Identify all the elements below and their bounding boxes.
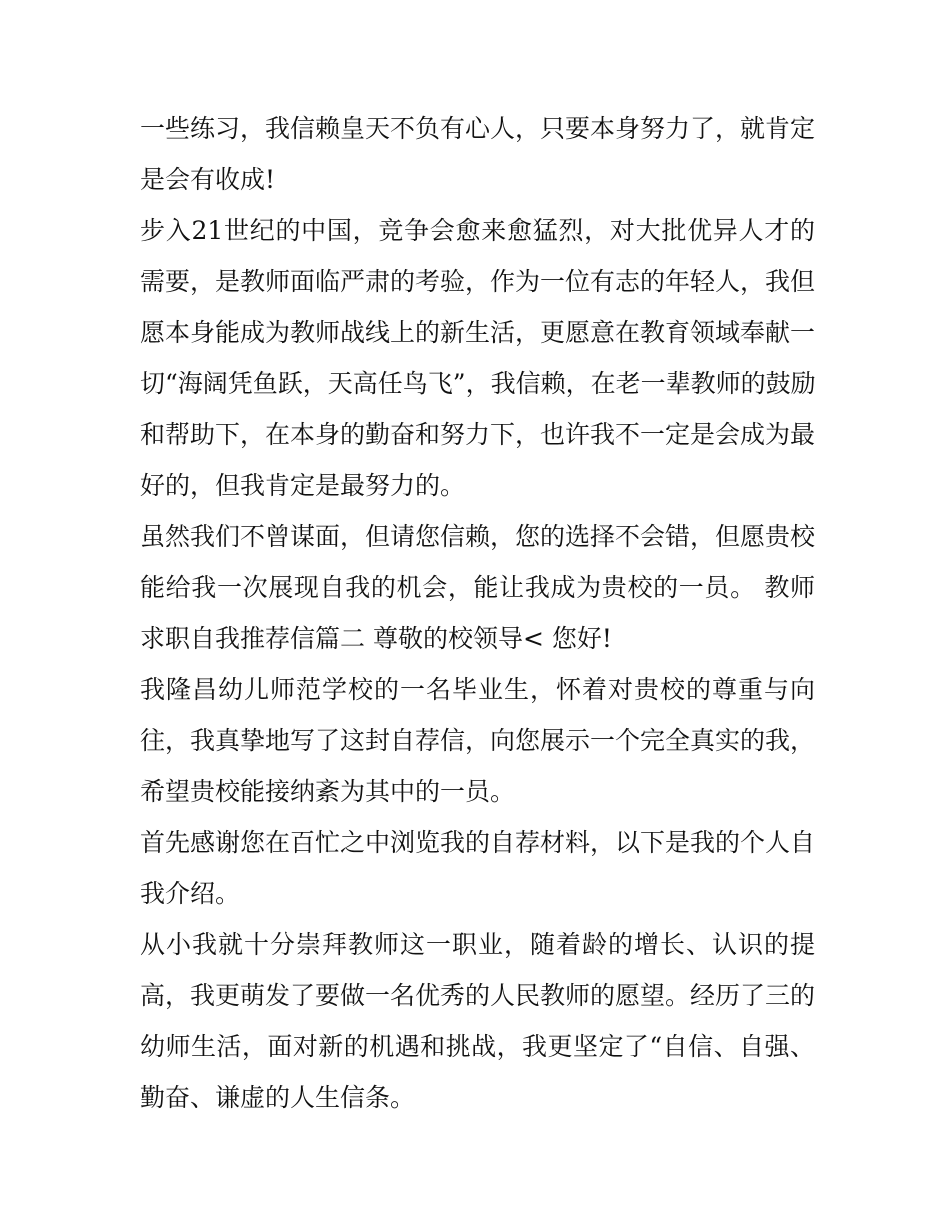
text-line-2: 是会有收成! xyxy=(140,165,276,194)
text-line-18: 高，我更萌发了要做一名优秀的人民教师的愿望。经历了三的 xyxy=(140,981,816,1010)
document-body xyxy=(140,103,815,1123)
text-line-3: 步入21世纪的中国，竞争会愈来愈猛烈，对大批优异人才的 xyxy=(140,216,815,245)
text-line-1: 一些练习，我信赖皇天不负有心人，只要本身努力了，就肯定 xyxy=(140,114,816,143)
text-line-9: 虽然我们不曾谋面，但请您信赖，您的选择不会错，但愿贵校 xyxy=(140,522,816,551)
text-line-14: 希望贵校能接纳紊为其中的一员。 xyxy=(140,777,516,806)
text-line-7: 和帮助下，在本身的勤奋和努力下，也许我不一定是会成为最 xyxy=(140,420,816,449)
text-line-11: 求职自我推荐信篇二 尊敬的校领导< 您好! xyxy=(140,624,612,653)
text-line-20: 勤奋、谦虚的人生信条。 xyxy=(140,1083,416,1112)
text-line-10: 能给我一次展现自我的机会，能让我成为贵校的一员。 教师 xyxy=(140,573,815,602)
text-line-19: 幼师生活，面对新的机遇和挑战，我更坚定了“自信、自强、 xyxy=(140,1032,815,1061)
text-line-12: 我隆昌幼儿师范学校的一名毕业生，怀着对贵校的尊重与向 xyxy=(140,675,815,704)
text-line-13: 往，我真挚地写了这封自荐信，向您展示一个完全真实的我， xyxy=(140,726,816,755)
text-line-6: 切“海阔凭鱼跃，天高任鸟飞”，我信赖，在老一辈教师的鼓励 xyxy=(140,369,816,398)
text-line-8: 好的，但我肯定是最努力的。 xyxy=(140,471,466,500)
text-line-5: 愿本身能成为教师战线上的新生活，更愿意在教育领域奉献一 xyxy=(140,318,816,347)
text-line-15: 首先感谢您在百忙之中浏览我的自荐材料，以下是我的个人自 xyxy=(140,828,816,857)
text-line-16: 我介绍。 xyxy=(140,879,241,908)
text-line-17: 从小我就十分崇拜教师这一职业，随着龄的增长、认识的提 xyxy=(140,930,815,959)
text-line-4: 需要，是教师面临严肃的考验，作为一位有志的年轻人，我但 xyxy=(140,267,816,296)
